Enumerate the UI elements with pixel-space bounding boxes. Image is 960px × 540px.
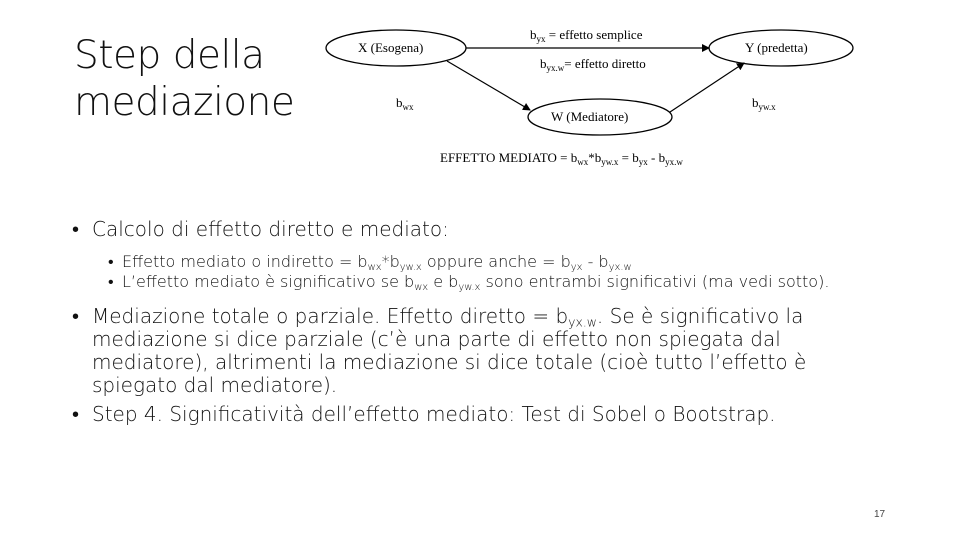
node-x-label: X (Esogena) [358,40,424,55]
bullet-item [72,403,902,426]
label-path-b: $b_{yw.x}$ [752,95,776,112]
bullet-icon: • [72,402,80,426]
mediation-diagram [0,0,960,200]
bullet-text: Calcolo di effetto diretto e mediato: [92,217,449,241]
slide-title-line-2: mediazione [74,80,295,125]
bullet-icon: • [72,304,80,328]
bullet-item [72,218,902,241]
mediated-effect-formula: EFFETTO MEDIATO = $b_{wx}*b_{yw.x} = b_{yx} - b_{yx.w}$ [440,150,683,167]
bullet-text: Step 4. Significatività dell’effetto mediato: Test di Sobel o Bootstrap. [92,402,776,426]
bullet-list [72,218,902,426]
arrow-w-to-y [670,63,744,112]
bullet-icon: • [108,252,114,271]
node-w-label: W (Mediatore) [551,109,629,124]
label-path-a: $b_{wx}$ [396,95,414,112]
page-number: 17 [874,509,886,520]
bullet-icon: • [108,272,114,291]
node-y-label: Y (predetta) [745,40,808,55]
bullet-item [72,305,892,397]
label-direct-effect: $b_{yx.w}=$ effetto diretto [540,56,646,73]
sub-bullet-text: L’effetto mediato è significativo se $b_{wx}$ e $b_{yw.x}$ sono entrambi significativi (ma vedi sotto). [122,272,830,293]
sub-bullet-item [108,273,882,291]
bullet-text: Mediazione totale o parziale. Effetto diretto = $b_{yx.w}$. Se è significativo la mediazione si dice parziale (c’è una parte di effetto non spiegata dal mediatore), altrimenti la mediazione si dice totale (cioè tutto l’effetto è spiegato dal mediatore). [92,304,807,397]
sub-bullet-text: Effetto mediato o indiretto = $b_{wx}*b_{yw.x}$ oppure anche = $b_{yx} - b_{yx.w}$ [122,252,632,273]
sub-bullet-item [108,253,902,271]
bullet-icon: • [72,217,80,241]
arrow-x-to-w [447,61,530,110]
slide-title-line-1: Step della [74,33,265,78]
label-simple-effect: $b_{yx}$ = effetto semplice [530,27,643,44]
